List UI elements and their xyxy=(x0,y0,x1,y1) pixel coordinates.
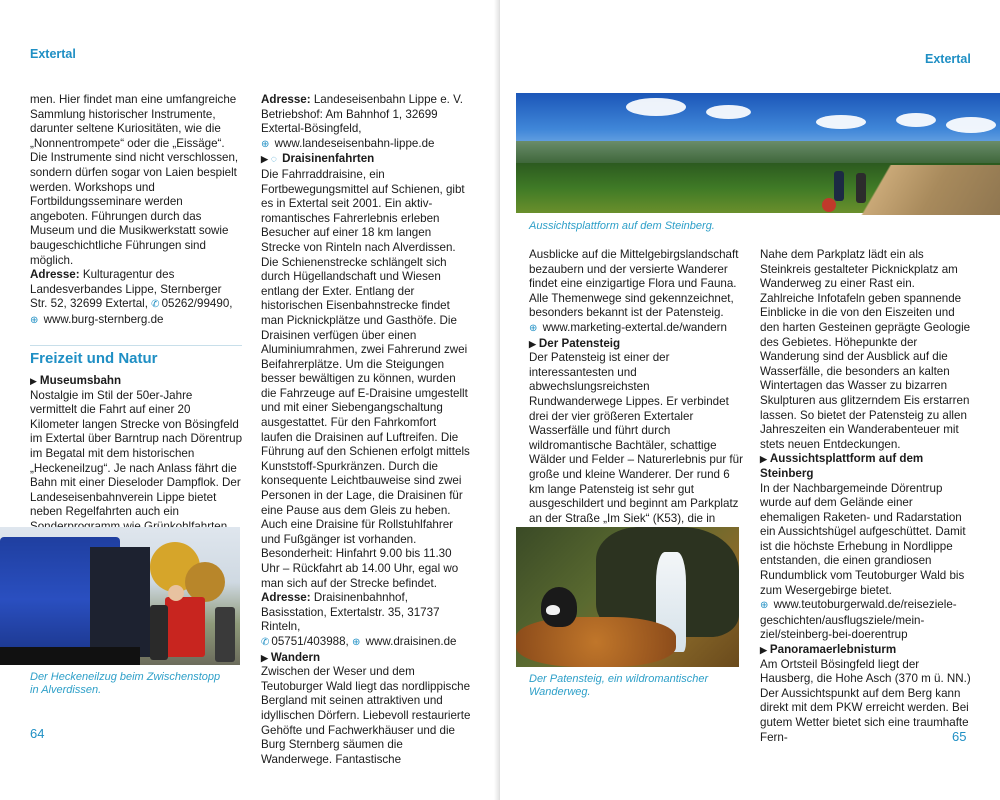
aussicht-text: In der Nachbargemeinde Dörentrup wurde auf dem Gelände einer ehemaligen Raketen- und Radarstation ein Aussichtshügel aufgeschüttet. Damit ist die höchste Erhebung in Nordlippe entstanden, die einen grandiosen Rundumblick vom Teutoburger Wald bis zum Wesergebirge bietet. xyxy=(760,481,966,597)
address-label: Adresse: xyxy=(30,268,80,282)
page-number-right: 65 xyxy=(952,729,967,744)
triangle-marker-icon: ▶ xyxy=(261,154,268,165)
globe-icon: ⊕ xyxy=(352,636,361,648)
triangle-marker-icon: ▶ xyxy=(261,652,268,663)
globe-icon: ⊕ xyxy=(261,138,270,150)
draisine-icon: ◌ xyxy=(270,154,277,166)
right-col-2 xyxy=(760,248,972,745)
running-head-right: Extertal xyxy=(925,52,971,66)
wandern-title: Wandern xyxy=(270,650,321,664)
globe-icon: ⊕ xyxy=(760,600,769,612)
ausblicke-text: Ausblicke auf die Mittelgebirgslandschaft bezaubern und der versierte Wanderer findet eine einzigartige Flora und Fauna. Alle Themenwege sind gekennzeichnet, besonders bekannt ist der Patensteig. xyxy=(529,248,739,320)
phone-number: 05751/403988, xyxy=(271,634,349,648)
web-link[interactable]: www.burg-sternberg.de xyxy=(43,312,164,326)
web-link[interactable]: www.teutoburgerwald.de/reiseziele-geschichten/ausflugsziele/mein-ziel/steinberg-bei-doerentrup xyxy=(760,598,957,642)
train-caption: Der Heckeneilzug beim Zwischenstopp in Alverdissen. xyxy=(30,671,221,696)
panorama-caption: Aussichtsplattform auf dem Steinberg. xyxy=(529,220,715,232)
phone-number: 05262/99490, xyxy=(161,297,233,311)
waterfall-photo xyxy=(516,527,739,667)
train-photo xyxy=(0,527,240,665)
triangle-marker-icon: ▶ xyxy=(760,645,767,656)
person-red-jacket xyxy=(165,597,205,657)
address-label: Adresse: xyxy=(261,591,311,605)
left-page xyxy=(0,0,498,800)
globe-icon: ⊕ xyxy=(529,322,538,334)
triangle-marker-icon: ▶ xyxy=(529,338,536,349)
address-block xyxy=(30,268,242,328)
draisinen-title: Draisinenfahrten xyxy=(282,152,375,166)
address-label: Adresse: xyxy=(261,93,311,106)
left-col-1 xyxy=(30,93,242,564)
panorama-photo xyxy=(516,93,1000,217)
address-text: Draisinenbahnhof, Basisstation, Extertalstr. 35, 31737 Rinteln, xyxy=(261,591,440,634)
web-link[interactable]: www.marketing-extertal.de/wandern xyxy=(542,320,727,334)
left-col-2 xyxy=(261,93,471,767)
panorama-title: Panoramaerlebnisturm xyxy=(769,643,897,657)
web-link[interactable]: www.draisinen.de xyxy=(365,634,457,648)
museumsbahn-title: Museumsbahn xyxy=(39,374,122,388)
picknick-text: Nahe dem Parkplatz lädt ein als Steinkreis gestalteter Picknickplatz am Wanderweg zu einer Rast ein. Zahlreiche Infotafeln geben spannende Einblicke in die von den Eiszeiten und den harten Gesteinen geprägte Geologie des Gebietes. Höhepunkte der Wanderung sind der Ausblick auf die Wasserfälle, die besonders an kalten Wintertagen das Wasser zu bizarren Skulpturen aus glitzerndem Eis erstarren lassen. So bietet der Patensteig zu allen Jahreszeiten ein Wanderabenteuer mit stets neuen Entdeckungen. xyxy=(760,248,971,451)
triangle-marker-icon: ▶ xyxy=(30,376,37,387)
address-block-2 xyxy=(261,93,471,152)
address-text: Kulturagentur des Landesverbandes Lippe, Sternberger Str. 52, 32699 Extertal, xyxy=(30,268,222,311)
page-number-left: 64 xyxy=(30,726,45,741)
globe-icon: ⊕ xyxy=(30,314,39,326)
phone-icon: ✆ xyxy=(261,636,270,648)
address-block-3 xyxy=(261,591,471,650)
running-head-left: Extertal xyxy=(30,47,76,61)
aussicht-title: Aussichtsplattform auf dem Steinberg xyxy=(760,452,924,480)
section-title: Freizeit und Natur xyxy=(30,345,242,367)
wandern-text: Zwischen der Weser und dem Teutoburger Wald liegt das nordlippische Bergland mit seinen attraktiven und idyllischen Dörfern. Liebevoll restaurierte Gehöfte und Fachwerkhäuser und die Burg Sternberg säumen die Wanderwege. Fantastische xyxy=(261,665,471,766)
museumsbahn-text: Nostalgie im Stil der 50er-Jahre vermittelt die Fahrt auf einer 20 Kilometer langen Strecke von Bösingfeld im Extertal über Barntrup nach Dörentrup im Begatal mit dem historischen „Heckeneilzug“. Je nach Anlass fährt die Bahn mit einer Dieseloder Dampflok. Der Landeseisenbahnverein Lippe bietet neben Regelfahrten auch ein xyxy=(30,388,243,519)
right-page xyxy=(500,0,1000,800)
patensteig-text: Der Patensteig ist einer der interessantesten und abwechslungsreichsten Rundwanderwege Lippes. Er verbindet drei der vier größeren Extertaler Wasserfälle und führt durch wildromantische Bachtäler, schattige Wälder und Felder – Naturerlebnis pur für große und kleine Wanderer. Der rund 6 km lange Patensteig ist sehr gut ausgeschildert und beginnt am Parkplatz an der Straße „Im Siek“ (K53), die in xyxy=(529,351,743,525)
panorama-text: Am Ortsteil Bösingfeld liegt der Hausberg, die Hohe Asch (370 m ü. NN.) Der Aussichtspunkt auf dem Berg kann direkt mit dem PKW erreicht werden. Bei gutem Wetter bietet sich eine traumhafte Fern- xyxy=(760,657,971,744)
web-link[interactable]: www.landeseisenbahn-lippe.de xyxy=(274,136,435,150)
patensteig-title: Der Patensteig xyxy=(538,336,621,350)
triangle-marker-icon: ▶ xyxy=(760,454,767,465)
intro-paragraph: men. Hier findet man eine umfangreiche Sammlung historischer Instrumente, darunter seltene Kuriositäten, wie die „Nonnentrompete“ oder die „Eissäge“. Die Instrumente sind nicht verschlossen, sondern dürfen sogar von Laien bespielt werden. Workshops und Fortbildungsseminare werden angeboten. Führungen durch das Museum und die Musikwerkstatt sowie baugeschichtliche Führungen sind möglich. xyxy=(30,93,239,267)
phone-icon: ✆ xyxy=(151,299,160,311)
address-text: Landeseisenbahn Lippe e. V. Betriebshof: Am Bahnhof 1, 32699 Extertal-Bösingfeld, xyxy=(261,93,463,136)
right-col-1 xyxy=(529,248,743,555)
draisinen-text: Die Fahrraddraisine, ein Fortbewegungsmittel auf Schienen, gibt es in Extertal seit 2001. Ein aktiv-romantisches Fahrerlebnis erleben Besucher auf einer 18 km langen Strecke von Rinteln nach Alverdissen. Die Schienenstrecke schlängelt sich durch Hügellandschaft und Wiesen entlang der Exter. Entlang der historischen Eisenbahnstrecke findet man Picknickplätze und Gasthöfe. Die Draisinen verfügen über einen Aluminiumrahmen, zwei Fahrerund zwei Beifahrerplätze. Um die Steigungen besser bewältigen zu können, wurden die Fahrzeuge auf E-Draisine umgestellt und mit einer Siebengangschaltung ausgestattet. Für den Fahrkomfort laufen die Draisinen auf Luftreifen. Die Führung auf den Schienen erfolgt mittels Kunststoff-Spurkränzen. Durch die konsequente Leichtbauweise sind zwei Personen in der Lage, die Draisinen für eine Pause aus dem Gleis zu heben. Auch eine Draisine für Rollstuhlfahrer und Fußgänger ist vorhanden. Besonderheit: Hinfahrt 9.00 bis 11.30 Uhr – Rückfahrt ab 14.00 Uhr, egal wo man sich auf der Strecke befindet. xyxy=(261,167,470,590)
waterfall-caption: Der Patensteig, ein wildromantischer Wanderweg. xyxy=(529,673,709,698)
